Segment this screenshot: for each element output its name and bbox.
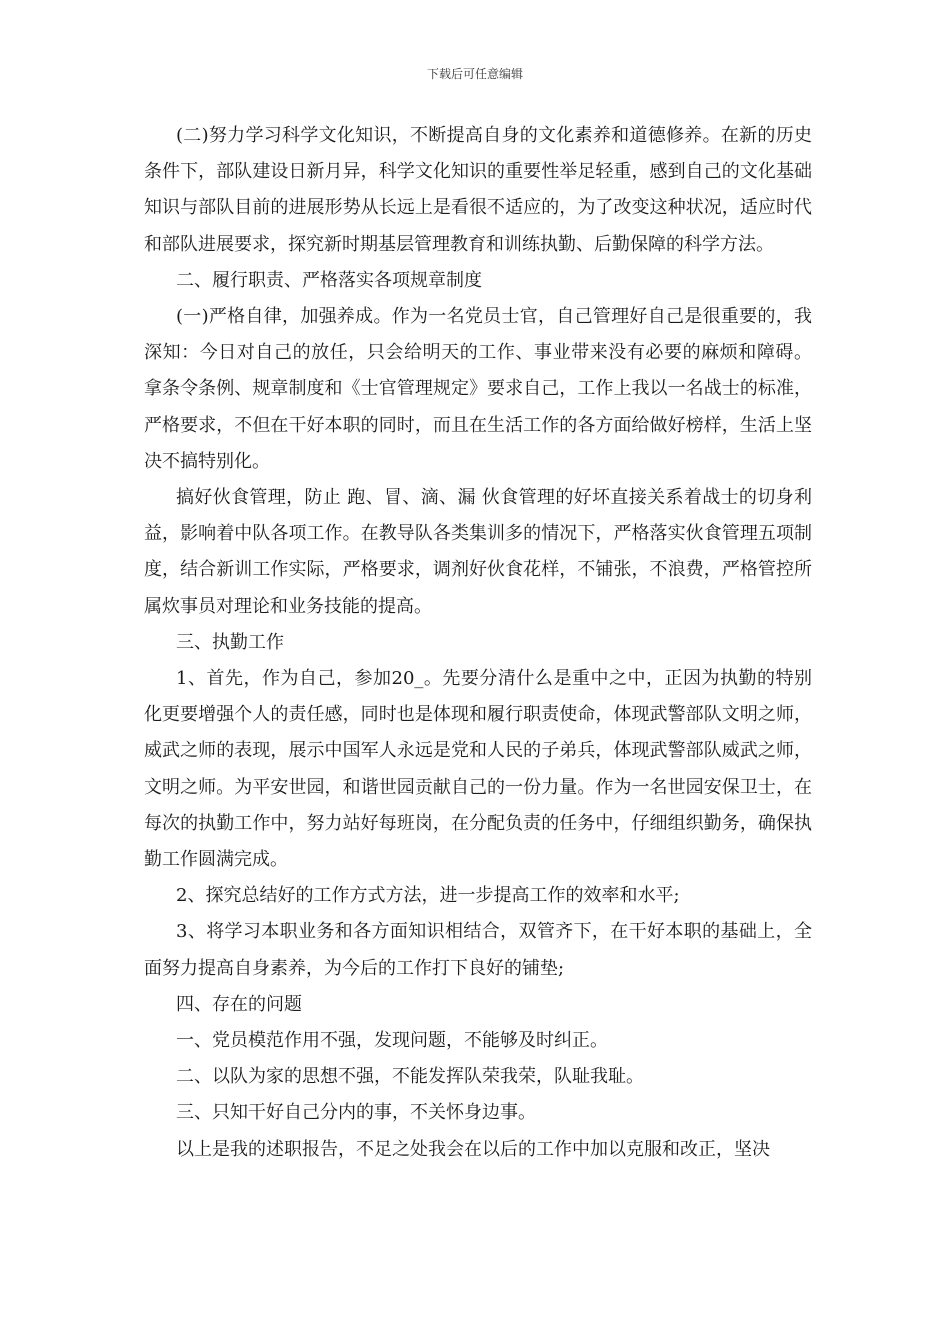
section-heading-duties: 二、履行职责、严格落实各项规章制度 <box>176 269 482 291</box>
paragraph-duty-item-1: 1、首先，作为自己，参加20_。先要分清什么是重中之中，正因为执勤的特别化更要增强个人的责任感，同时也是体现和履行职责使命，体现武警部队文明之师，威武之师的表现，展示中国军人永远是党和人民的子弟兵，体现武警部队威武之师，文明之师。为平安世园，和谐世园贡献自己的一份力量。作为一名世园安保卫士，在每次的执勤工作中，努力站好每班岗，在分配负责的任务中，仔细组织勤务，确保执勤工作圆满完成。 <box>144 668 812 871</box>
paragraph-duty-item-3: 3、将学习本职业务和各方面知识相结合，双管齐下，在干好本职的基础上，全面努力提高自身素养，为今后的工作打下良好的铺垫; <box>144 921 812 979</box>
paragraph-conclusion: 以上是我的述职报告，不足之处我会在以后的工作中加以克服和改正，坚决 <box>176 1138 770 1160</box>
page-header: 下载后可任意编辑 <box>426 67 523 81</box>
paragraph-problem-3: 三、只知干好自己分内的事，不关怀身边事。 <box>176 1102 536 1124</box>
paragraph-self-discipline: (一)严格自律，加强养成。作为一名党员士官，自己管理好自己是很重要的，我深知：今日对自己的放任，只会给明天的工作、事业带来没有必要的麻烦和障碍。 拿条令条例、规章制度和《士官管理规定》要求自己，工作上我以一名战士的标准，严格要求，不但在干好本职的同时，而且在生活工作的各方面给做好榜样，生活上坚决不搞特别化。 <box>144 306 818 472</box>
section-heading-duty-work: 三、执勤工作 <box>176 631 284 653</box>
paragraph-problem-2: 二、以队为家的思想不强，不能发挥队荣我荣，队耻我耻。 <box>176 1066 644 1088</box>
section-heading-problems: 四、存在的问题 <box>176 993 302 1015</box>
document-body <box>144 118 818 1168</box>
paragraph-food-management: 搞好伙食管理，防止 跑、冒、滴、漏 伙食管理的好坏直接关系着战士的切身利益，影响着中队各项工作。在教导队各类集训多的情况下，严格落实伙食管理五项制度，结合新训工作实际，严格要求，调剂好伙食花样，不铺张，不浪费，严格管控所属炊事员对理论和业务技能的提高。 <box>144 487 812 617</box>
paragraph-problem-1: 一、党员模范作用不强，发现问题，不能够及时纠正。 <box>176 1030 608 1052</box>
paragraph-study-knowledge: (二)努力学习科学文化知识，不断提高自身的文化素养和道德修养。在新的历史条件下，部队建设日新月异，科学文化知识的重要性举足轻重，感到自己的文化基础知识与部队目前的进展形势从长远上是看很不适应的，为了改变这种状况，适应时代和部队进展要求，探究新时期基层管理教育和训练执勤、后勤保障的科学方法。 <box>144 125 812 255</box>
paragraph-duty-item-2: 2、探究总结好的工作方式方法，进一步提高工作的效率和水平; <box>176 885 680 907</box>
